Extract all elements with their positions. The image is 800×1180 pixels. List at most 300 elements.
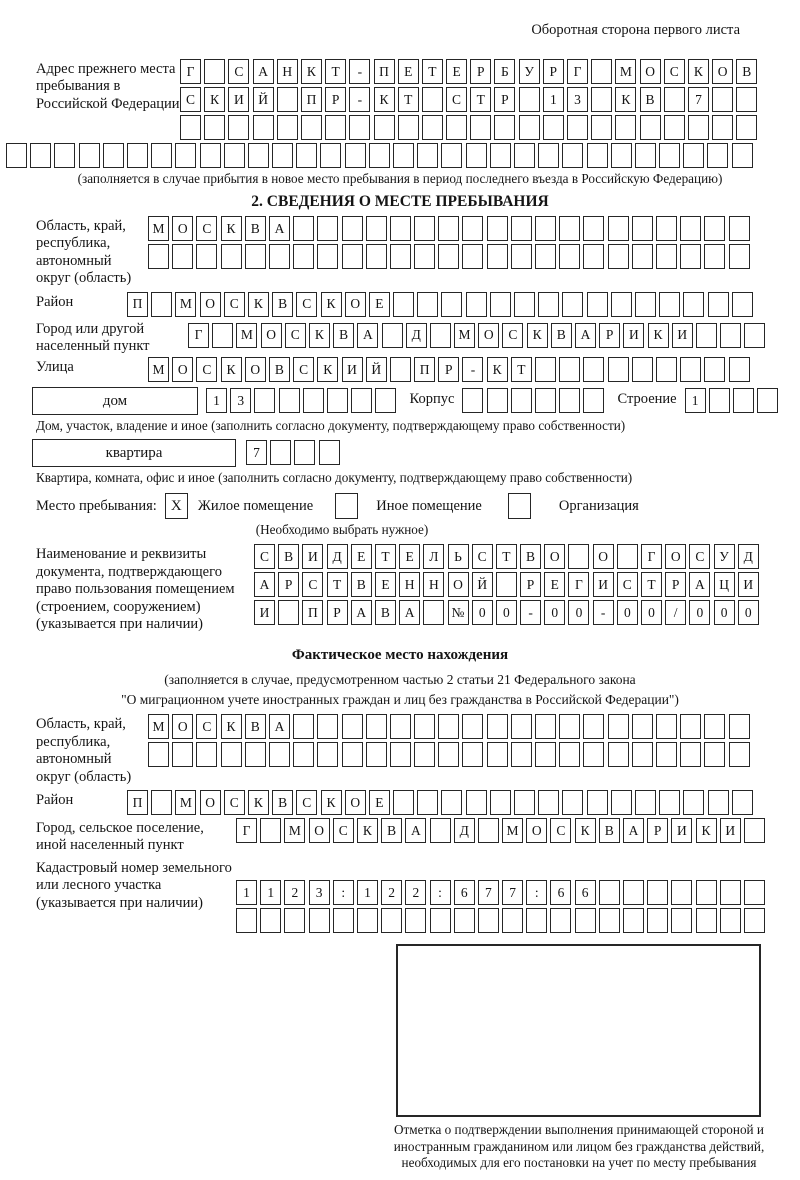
char-cell[interactable]: А: [405, 818, 426, 843]
char-cell[interactable]: 1: [685, 388, 706, 413]
char-cell[interactable]: [405, 908, 426, 933]
char-cell[interactable]: [611, 143, 632, 168]
char-cell[interactable]: К: [321, 790, 342, 815]
char-cell[interactable]: [608, 244, 629, 269]
char-cell[interactable]: Р: [665, 572, 686, 597]
char-cell[interactable]: [196, 742, 217, 767]
char-cell[interactable]: П: [414, 357, 435, 382]
char-cell[interactable]: [671, 908, 692, 933]
char-cell[interactable]: [390, 742, 411, 767]
char-cell[interactable]: [272, 143, 293, 168]
char-cell[interactable]: [511, 216, 532, 241]
char-cell[interactable]: [430, 818, 451, 843]
char-cell[interactable]: М: [148, 216, 169, 241]
char-cell[interactable]: Л: [423, 544, 444, 569]
char-cell[interactable]: [656, 742, 677, 767]
char-cell[interactable]: [462, 742, 483, 767]
char-cell[interactable]: Б: [494, 59, 515, 84]
char-cell[interactable]: [704, 714, 725, 739]
char-cell[interactable]: К: [575, 818, 596, 843]
char-cell[interactable]: С: [228, 59, 249, 84]
char-cell[interactable]: Р: [494, 87, 515, 112]
char-cell[interactable]: С: [293, 357, 314, 382]
char-cell[interactable]: Г: [188, 323, 209, 348]
char-cell[interactable]: [317, 216, 338, 241]
char-cell[interactable]: 0: [568, 600, 589, 625]
char-cell[interactable]: [617, 544, 638, 569]
char-cell[interactable]: О: [172, 714, 193, 739]
char-cell[interactable]: [366, 742, 387, 767]
char-cell[interactable]: [204, 115, 225, 140]
char-cell[interactable]: [514, 790, 535, 815]
char-cell[interactable]: [172, 244, 193, 269]
char-cell[interactable]: [514, 143, 535, 168]
char-cell[interactable]: [583, 714, 604, 739]
char-cell[interactable]: [301, 115, 322, 140]
char-cell[interactable]: [417, 790, 438, 815]
char-cell[interactable]: [526, 908, 547, 933]
char-cell[interactable]: И: [720, 818, 741, 843]
char-cell[interactable]: И: [302, 544, 323, 569]
char-cell[interactable]: Е: [398, 59, 419, 84]
char-cell[interactable]: Т: [511, 357, 532, 382]
char-cell[interactable]: [511, 742, 532, 767]
char-cell[interactable]: В: [272, 790, 293, 815]
char-cell[interactable]: К: [221, 714, 242, 739]
char-cell[interactable]: И: [671, 818, 692, 843]
char-cell[interactable]: [438, 742, 459, 767]
char-cell[interactable]: [559, 216, 580, 241]
char-cell[interactable]: [744, 880, 765, 905]
char-cell[interactable]: 6: [575, 880, 596, 905]
char-cell[interactable]: [277, 115, 298, 140]
char-cell[interactable]: Д: [454, 818, 475, 843]
char-cell[interactable]: [757, 388, 778, 413]
checkbox-inoe[interactable]: [335, 493, 358, 519]
char-cell[interactable]: [279, 388, 300, 413]
char-cell[interactable]: [260, 908, 281, 933]
char-cell[interactable]: Т: [641, 572, 662, 597]
char-cell[interactable]: [369, 143, 390, 168]
char-cell[interactable]: Й: [472, 572, 493, 597]
char-cell[interactable]: /: [665, 600, 686, 625]
char-cell[interactable]: [248, 143, 269, 168]
char-cell[interactable]: [327, 388, 348, 413]
char-cell[interactable]: У: [519, 59, 540, 84]
char-cell[interactable]: [325, 115, 346, 140]
char-cell[interactable]: [390, 714, 411, 739]
char-cell[interactable]: [538, 143, 559, 168]
char-cell[interactable]: [543, 115, 564, 140]
char-cell[interactable]: [196, 244, 217, 269]
char-cell[interactable]: В: [640, 87, 661, 112]
char-cell[interactable]: О: [665, 544, 686, 569]
char-cell[interactable]: [293, 244, 314, 269]
char-cell[interactable]: [535, 714, 556, 739]
char-cell[interactable]: [729, 244, 750, 269]
char-cell[interactable]: [487, 388, 508, 413]
char-cell[interactable]: [535, 742, 556, 767]
char-cell[interactable]: 0: [617, 600, 638, 625]
char-cell[interactable]: [647, 908, 668, 933]
char-cell[interactable]: [744, 908, 765, 933]
char-cell[interactable]: [635, 790, 656, 815]
char-cell[interactable]: [54, 143, 75, 168]
char-cell[interactable]: [345, 143, 366, 168]
char-cell[interactable]: Д: [738, 544, 759, 569]
char-cell[interactable]: [393, 790, 414, 815]
char-cell[interactable]: [729, 742, 750, 767]
char-cell[interactable]: [333, 908, 354, 933]
char-cell[interactable]: С: [224, 790, 245, 815]
char-cell[interactable]: [680, 742, 701, 767]
char-cell[interactable]: [550, 908, 571, 933]
char-cell[interactable]: Д: [406, 323, 427, 348]
char-cell[interactable]: [490, 292, 511, 317]
char-cell[interactable]: Е: [369, 790, 390, 815]
char-cell[interactable]: В: [278, 544, 299, 569]
char-cell[interactable]: [591, 115, 612, 140]
char-cell[interactable]: [269, 244, 290, 269]
char-cell[interactable]: С: [196, 216, 217, 241]
char-cell[interactable]: П: [374, 59, 395, 84]
char-cell[interactable]: О: [200, 292, 221, 317]
char-cell[interactable]: О: [478, 323, 499, 348]
char-cell[interactable]: Т: [325, 59, 346, 84]
char-cell[interactable]: К: [309, 323, 330, 348]
char-cell[interactable]: К: [615, 87, 636, 112]
char-cell[interactable]: [349, 115, 370, 140]
char-cell[interactable]: К: [357, 818, 378, 843]
char-cell[interactable]: [632, 244, 653, 269]
char-cell[interactable]: [490, 143, 511, 168]
char-cell[interactable]: [514, 292, 535, 317]
char-cell[interactable]: [664, 87, 685, 112]
char-cell[interactable]: [519, 87, 540, 112]
char-cell[interactable]: [438, 244, 459, 269]
char-cell[interactable]: 0: [472, 600, 493, 625]
char-cell[interactable]: А: [269, 216, 290, 241]
char-cell[interactable]: С: [296, 292, 317, 317]
char-cell[interactable]: :: [526, 880, 547, 905]
char-cell[interactable]: [438, 714, 459, 739]
char-cell[interactable]: [393, 143, 414, 168]
char-cell[interactable]: С: [180, 87, 201, 112]
char-cell[interactable]: [317, 244, 338, 269]
char-cell[interactable]: Й: [366, 357, 387, 382]
char-cell[interactable]: Ь: [448, 544, 469, 569]
char-cell[interactable]: К: [248, 292, 269, 317]
char-cell[interactable]: [148, 244, 169, 269]
char-cell[interactable]: [260, 818, 281, 843]
house-type-box[interactable]: дом: [32, 387, 198, 415]
char-cell[interactable]: [236, 908, 257, 933]
char-cell[interactable]: [212, 323, 233, 348]
char-cell[interactable]: [430, 323, 451, 348]
char-cell[interactable]: 1: [543, 87, 564, 112]
char-cell[interactable]: [712, 87, 733, 112]
char-cell[interactable]: П: [127, 292, 148, 317]
char-cell[interactable]: [441, 790, 462, 815]
char-cell[interactable]: -: [593, 600, 614, 625]
char-cell[interactable]: С: [285, 323, 306, 348]
char-cell[interactable]: О: [172, 216, 193, 241]
char-cell[interactable]: С: [302, 572, 323, 597]
char-cell[interactable]: М: [148, 357, 169, 382]
char-cell[interactable]: Р: [470, 59, 491, 84]
char-cell[interactable]: Р: [278, 572, 299, 597]
char-cell[interactable]: Т: [470, 87, 491, 112]
char-cell[interactable]: [6, 143, 27, 168]
char-cell[interactable]: [635, 292, 656, 317]
char-cell[interactable]: [587, 790, 608, 815]
char-cell[interactable]: А: [399, 600, 420, 625]
char-cell[interactable]: [245, 742, 266, 767]
char-cell[interactable]: [254, 388, 275, 413]
char-cell[interactable]: В: [245, 714, 266, 739]
char-cell[interactable]: 2: [284, 880, 305, 905]
char-cell[interactable]: В: [269, 357, 290, 382]
char-cell[interactable]: [615, 115, 636, 140]
char-cell[interactable]: [656, 216, 677, 241]
char-cell[interactable]: К: [374, 87, 395, 112]
char-cell[interactable]: [680, 714, 701, 739]
char-cell[interactable]: [317, 714, 338, 739]
char-cell[interactable]: Т: [422, 59, 443, 84]
char-cell[interactable]: Г: [236, 818, 257, 843]
char-cell[interactable]: [151, 292, 172, 317]
char-cell[interactable]: 2: [405, 880, 426, 905]
char-cell[interactable]: 1: [260, 880, 281, 905]
char-cell[interactable]: [422, 115, 443, 140]
char-cell[interactable]: [567, 115, 588, 140]
char-cell[interactable]: [390, 357, 411, 382]
char-cell[interactable]: [454, 908, 475, 933]
char-cell[interactable]: С: [446, 87, 467, 112]
char-cell[interactable]: 1: [236, 880, 257, 905]
char-cell[interactable]: [575, 908, 596, 933]
char-cell[interactable]: Г: [180, 59, 201, 84]
char-cell[interactable]: [390, 244, 411, 269]
char-cell[interactable]: [656, 244, 677, 269]
char-cell[interactable]: [478, 818, 499, 843]
char-cell[interactable]: В: [599, 818, 620, 843]
char-cell[interactable]: [172, 742, 193, 767]
char-cell[interactable]: [366, 714, 387, 739]
char-cell[interactable]: [599, 880, 620, 905]
char-cell[interactable]: Ц: [714, 572, 735, 597]
char-cell[interactable]: Е: [544, 572, 565, 597]
char-cell[interactable]: К: [688, 59, 709, 84]
char-cell[interactable]: [462, 388, 483, 413]
char-cell[interactable]: В: [351, 572, 372, 597]
char-cell[interactable]: [712, 115, 733, 140]
char-cell[interactable]: 3: [309, 880, 330, 905]
char-cell[interactable]: 3: [230, 388, 251, 413]
char-cell[interactable]: [148, 742, 169, 767]
char-cell[interactable]: [342, 742, 363, 767]
char-cell[interactable]: [729, 714, 750, 739]
char-cell[interactable]: [462, 714, 483, 739]
char-cell[interactable]: О: [544, 544, 565, 569]
char-cell[interactable]: О: [245, 357, 266, 382]
char-cell[interactable]: И: [623, 323, 644, 348]
char-cell[interactable]: М: [454, 323, 475, 348]
char-cell[interactable]: Р: [325, 87, 346, 112]
char-cell[interactable]: [204, 59, 225, 84]
char-cell[interactable]: М: [175, 292, 196, 317]
char-cell[interactable]: [720, 908, 741, 933]
char-cell[interactable]: [374, 115, 395, 140]
char-cell[interactable]: [696, 908, 717, 933]
char-cell[interactable]: И: [342, 357, 363, 382]
char-cell[interactable]: К: [301, 59, 322, 84]
char-cell[interactable]: В: [245, 216, 266, 241]
char-cell[interactable]: М: [615, 59, 636, 84]
char-cell[interactable]: [398, 115, 419, 140]
char-cell[interactable]: Д: [327, 544, 348, 569]
char-cell[interactable]: :: [333, 880, 354, 905]
char-cell[interactable]: [729, 216, 750, 241]
char-cell[interactable]: [127, 143, 148, 168]
char-cell[interactable]: 1: [357, 880, 378, 905]
char-cell[interactable]: О: [172, 357, 193, 382]
char-cell[interactable]: [103, 143, 124, 168]
char-cell[interactable]: [608, 216, 629, 241]
char-cell[interactable]: Е: [399, 544, 420, 569]
char-cell[interactable]: 0: [738, 600, 759, 625]
char-cell[interactable]: Т: [398, 87, 419, 112]
char-cell[interactable]: Р: [647, 818, 668, 843]
char-cell[interactable]: [151, 143, 172, 168]
char-cell[interactable]: [732, 292, 753, 317]
char-cell[interactable]: [709, 388, 730, 413]
char-cell[interactable]: [417, 143, 438, 168]
char-cell[interactable]: [535, 244, 556, 269]
char-cell[interactable]: [466, 292, 487, 317]
checkbox-organizatsiya[interactable]: [508, 493, 531, 519]
char-cell[interactable]: М: [236, 323, 257, 348]
char-cell[interactable]: И: [593, 572, 614, 597]
char-cell[interactable]: Г: [568, 572, 589, 597]
char-cell[interactable]: [562, 143, 583, 168]
char-cell[interactable]: [647, 880, 668, 905]
char-cell[interactable]: [319, 440, 340, 465]
char-cell[interactable]: [296, 143, 317, 168]
char-cell[interactable]: [487, 216, 508, 241]
char-cell[interactable]: И: [672, 323, 693, 348]
char-cell[interactable]: [309, 908, 330, 933]
char-cell[interactable]: [293, 216, 314, 241]
char-cell[interactable]: -: [462, 357, 483, 382]
char-cell[interactable]: [221, 244, 242, 269]
char-cell[interactable]: [559, 714, 580, 739]
char-cell[interactable]: С: [502, 323, 523, 348]
char-cell[interactable]: [559, 388, 580, 413]
char-cell[interactable]: [583, 388, 604, 413]
char-cell[interactable]: [732, 790, 753, 815]
char-cell[interactable]: [303, 388, 324, 413]
char-cell[interactable]: [744, 818, 765, 843]
char-cell[interactable]: [736, 115, 757, 140]
char-cell[interactable]: А: [253, 59, 274, 84]
char-cell[interactable]: [732, 143, 753, 168]
char-cell[interactable]: [414, 742, 435, 767]
char-cell[interactable]: [30, 143, 51, 168]
char-cell[interactable]: [559, 742, 580, 767]
char-cell[interactable]: [511, 714, 532, 739]
char-cell[interactable]: [293, 714, 314, 739]
char-cell[interactable]: [79, 143, 100, 168]
char-cell[interactable]: 7: [502, 880, 523, 905]
char-cell[interactable]: Р: [327, 600, 348, 625]
char-cell[interactable]: 3: [567, 87, 588, 112]
char-cell[interactable]: -: [349, 59, 370, 84]
char-cell[interactable]: [446, 115, 467, 140]
char-cell[interactable]: И: [738, 572, 759, 597]
char-cell[interactable]: [708, 292, 729, 317]
char-cell[interactable]: [608, 714, 629, 739]
char-cell[interactable]: [587, 292, 608, 317]
char-cell[interactable]: [351, 388, 372, 413]
char-cell[interactable]: Г: [641, 544, 662, 569]
char-cell[interactable]: [587, 143, 608, 168]
char-cell[interactable]: О: [448, 572, 469, 597]
char-cell[interactable]: О: [712, 59, 733, 84]
char-cell[interactable]: [696, 880, 717, 905]
char-cell[interactable]: С: [333, 818, 354, 843]
char-cell[interactable]: К: [527, 323, 548, 348]
char-cell[interactable]: Е: [446, 59, 467, 84]
char-cell[interactable]: [680, 244, 701, 269]
char-cell[interactable]: 0: [544, 600, 565, 625]
char-cell[interactable]: [736, 87, 757, 112]
char-cell[interactable]: [562, 790, 583, 815]
char-cell[interactable]: К: [696, 818, 717, 843]
char-cell[interactable]: [635, 143, 656, 168]
char-cell[interactable]: [414, 216, 435, 241]
char-cell[interactable]: [583, 357, 604, 382]
char-cell[interactable]: 6: [550, 880, 571, 905]
char-cell[interactable]: К: [221, 216, 242, 241]
char-cell[interactable]: [423, 600, 444, 625]
char-cell[interactable]: [430, 908, 451, 933]
char-cell[interactable]: В: [520, 544, 541, 569]
char-cell[interactable]: У: [714, 544, 735, 569]
char-cell[interactable]: -: [349, 87, 370, 112]
char-cell[interactable]: [623, 880, 644, 905]
char-cell[interactable]: [487, 742, 508, 767]
char-cell[interactable]: [704, 742, 725, 767]
char-cell[interactable]: [317, 742, 338, 767]
char-cell[interactable]: 0: [714, 600, 735, 625]
char-cell[interactable]: [559, 244, 580, 269]
char-cell[interactable]: [623, 908, 644, 933]
char-cell[interactable]: [180, 115, 201, 140]
char-cell[interactable]: [704, 357, 725, 382]
char-cell[interactable]: [729, 357, 750, 382]
char-cell[interactable]: О: [593, 544, 614, 569]
char-cell[interactable]: [342, 244, 363, 269]
char-cell[interactable]: К: [248, 790, 269, 815]
char-cell[interactable]: Р: [543, 59, 564, 84]
char-cell[interactable]: 7: [478, 880, 499, 905]
char-cell[interactable]: Р: [438, 357, 459, 382]
char-cell[interactable]: -: [520, 600, 541, 625]
char-cell[interactable]: Е: [375, 572, 396, 597]
char-cell[interactable]: [704, 244, 725, 269]
char-cell[interactable]: [608, 357, 629, 382]
